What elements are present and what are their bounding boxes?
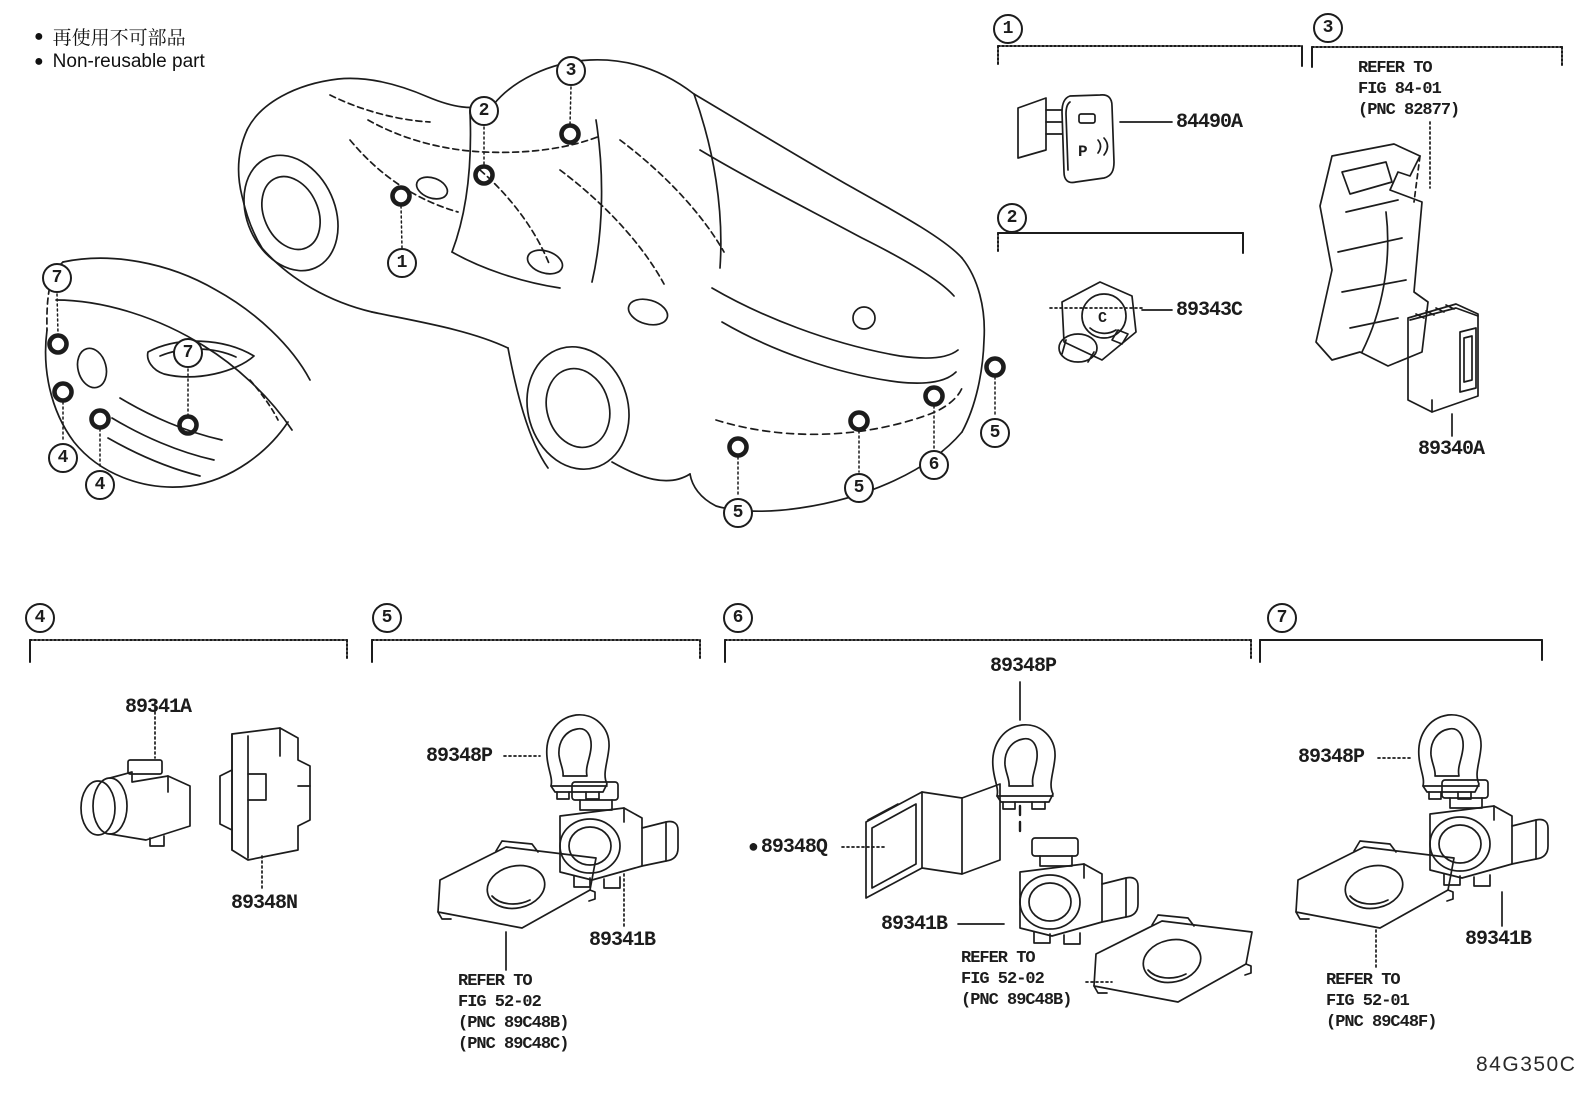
sensor-face-glyph: C xyxy=(1098,310,1108,327)
part-sketch-switch-84490A xyxy=(1018,95,1114,183)
section-brackets xyxy=(30,46,1562,662)
callout-section-6: 6 xyxy=(723,603,753,633)
callout-front-7a: 7 xyxy=(42,263,72,293)
part-label-89341B-s6: 89341B xyxy=(881,913,948,936)
part-sketch-sensor-89341B-s6 xyxy=(1020,838,1138,944)
callout-rear-6: 6 xyxy=(919,450,949,480)
refer-note-section3: REFER TO FIG 84-01 (PNC 82877) xyxy=(1358,59,1460,120)
callout-section-3: 3 xyxy=(1313,13,1343,43)
switch-park-glyph: P xyxy=(1078,143,1088,161)
non-reusable-bullet-icon: ● xyxy=(34,27,44,45)
callout-section-5: 5 xyxy=(372,603,402,633)
part-label-89341B-s5: 89341B xyxy=(589,929,656,952)
callout-vehicle-1: 1 xyxy=(387,248,417,278)
callout-section-7: 7 xyxy=(1267,603,1297,633)
callout-rear-5c: 5 xyxy=(980,418,1010,448)
refer-note-section7: REFER TO FIG 52-01 (PNC 89C48F) xyxy=(1326,971,1437,1032)
part-sketch-clip-89348P-s5 xyxy=(547,715,609,799)
part-sketch-plate-s5 xyxy=(438,841,596,928)
part-label-89348P-s6: 89348P xyxy=(990,655,1057,678)
legend-text-en: Non-reusable part xyxy=(52,50,205,72)
callout-rear-5a: 5 xyxy=(723,498,753,528)
callout-front-4a: 4 xyxy=(48,443,78,473)
part-sketch-absorber-89348Q xyxy=(866,784,1000,898)
part-label-84490A: 84490A xyxy=(1176,111,1243,134)
part-label-89348N: 89348N xyxy=(231,892,298,915)
callout-rear-5b: 5 xyxy=(844,473,874,503)
legend-text-jp: 再使用不可部品 xyxy=(52,28,186,49)
part-sketch-sensor-89341B-s7 xyxy=(1430,780,1548,886)
callout-vehicle-3: 3 xyxy=(556,56,586,86)
callout-vehicle-2: 2 xyxy=(469,96,499,126)
refer-note-section5: REFER TO FIG 52-02 (PNC 89C48B) (PNC 89C48C) xyxy=(458,972,569,1054)
part-sketch-bracket-82877 xyxy=(1316,144,1428,366)
callout-section-1: 1 xyxy=(993,14,1023,44)
trunk-emblem xyxy=(853,307,875,329)
part-label-89348Q: 89348Q xyxy=(760,836,827,859)
non-reusable-bullet-icon: ● xyxy=(34,52,44,70)
callout-front-7b: 7 xyxy=(173,338,203,368)
part-label-89341A: 89341A xyxy=(125,696,192,719)
callout-section-2: 2 xyxy=(997,203,1027,233)
part-label-89348Q-row xyxy=(748,836,827,859)
part-label-89348P-s5: 89348P xyxy=(426,745,493,768)
callout-front-4b: 4 xyxy=(85,470,115,500)
legend-row-en xyxy=(34,49,205,74)
legend-row-jp xyxy=(34,24,205,49)
callout-leader-lines xyxy=(57,87,995,497)
front-bumper-drawing xyxy=(46,258,310,487)
part-sketch-ecu-89340A xyxy=(1408,304,1478,412)
part-leader-lines xyxy=(155,122,1502,982)
part-sketch-clip-89348P-s6 xyxy=(993,725,1055,809)
figure-code: 84G350C xyxy=(1476,1053,1577,1076)
part-label-89343C: 89343C xyxy=(1176,299,1243,322)
part-sketch-sensor-89341B-s5 xyxy=(560,782,678,888)
callout-section-4: 4 xyxy=(25,603,55,633)
part-label-89340A: 89340A xyxy=(1418,438,1485,461)
refer-note-section6: REFER TO FIG 52-02 (PNC 89C48B) xyxy=(961,949,1072,1010)
part-sketch-sensor-89341A xyxy=(81,760,190,846)
part-sketch-plate-s6 xyxy=(1094,915,1252,1002)
part-sketch-retainer-89348N xyxy=(220,728,310,860)
legend xyxy=(34,24,205,74)
non-reusable-bullet-icon: ● xyxy=(748,837,759,858)
part-label-89348P-s7: 89348P xyxy=(1298,746,1365,769)
vehicle-drawing xyxy=(226,60,984,511)
part-sketch-clip-89348P-s7 xyxy=(1419,715,1481,799)
part-label-89341B-s7: 89341B xyxy=(1465,928,1532,951)
